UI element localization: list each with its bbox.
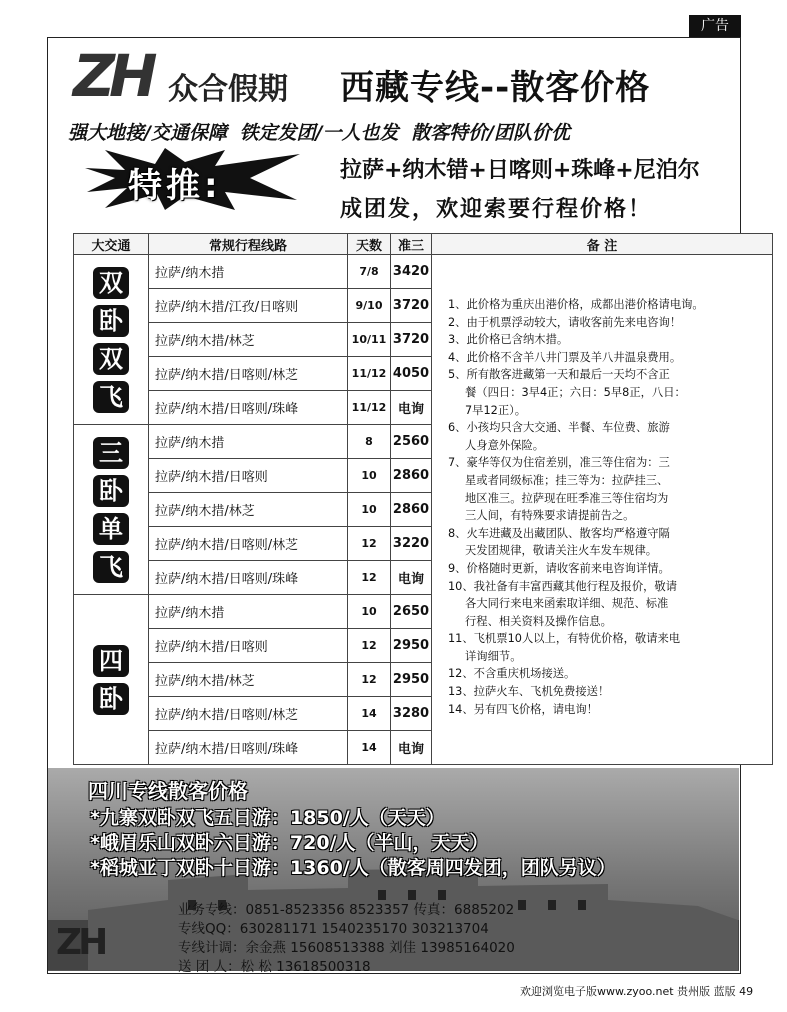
- note-line: 3、此价格已含纳木措。: [448, 333, 569, 347]
- note-line: 4、此价格不含羊八井门票及羊八井温泉费用。: [448, 350, 682, 364]
- route-cell: 拉萨/纳木措/日喀则/珠峰: [149, 391, 348, 425]
- note-line: 12、不含重庆机场接送。: [448, 667, 576, 681]
- price-cell: 4050: [391, 357, 432, 391]
- contact-delivery: 送 团 人：松 松 13618500318: [178, 959, 371, 975]
- sichuan-title: 四川专线散客价格: [88, 779, 248, 803]
- note-line: 1、此价格为重庆出港价格，成都出港价格请电询。: [448, 298, 704, 311]
- days-cell: 10: [348, 595, 391, 629]
- price-cell: 3720: [391, 323, 432, 357]
- notes-list: [448, 296, 733, 718]
- note-line: 7早12正）。: [465, 403, 527, 417]
- days-cell: 11/12: [348, 357, 391, 391]
- note-line: 2、由于机票浮动较大，请收客前先来电咨询！: [448, 315, 682, 329]
- contact-hotline: 业务专线：0851-8523356 8523357 传真：6885202: [178, 902, 515, 918]
- days-cell: 12: [348, 527, 391, 561]
- brand-logo-mark-small: ZH: [56, 922, 105, 963]
- sichuan-line: *峨眉乐山双卧六日游：720/人（半山，天天）: [90, 832, 489, 854]
- page-title: 西藏专线--散客价格: [340, 68, 651, 108]
- sichuan-line: *稻城亚丁双卧十日游：1360/人（散客周四发团，团队另议）: [90, 857, 616, 879]
- route-cell: 拉萨/纳木措/日喀则/林芝: [149, 697, 348, 731]
- days-cell: 10/11: [348, 323, 391, 357]
- route-cell: 拉萨/纳木措: [149, 425, 348, 459]
- note-line: 9、价格随时更新，请收客前来电咨询详情。: [448, 561, 670, 575]
- days-cell: 14: [348, 697, 391, 731]
- slogan: 强大地接/交通保障 铁定发团/一人也发 散客特价/团队价优: [68, 122, 571, 144]
- price-cell: 3720: [391, 289, 432, 323]
- col-header-route: 常规行程线路: [149, 234, 348, 255]
- days-cell: 11/12: [348, 391, 391, 425]
- price-cell: 2860: [391, 459, 432, 493]
- category-char: 卧: [93, 305, 129, 337]
- note-line: 人身意外保险。: [465, 438, 545, 452]
- category-char: 卧: [93, 683, 129, 715]
- note-line: 13、拉萨火车、飞机免费接送！: [448, 685, 610, 699]
- note-line: 6、小孩均只含大交通、半餐、车位费、旅游: [448, 421, 670, 435]
- note-line: 10、我社备有丰富西藏其他行程及报价，敬请: [448, 579, 678, 593]
- category-char: 飞: [93, 551, 129, 583]
- contact-planner: 专线计调：余金燕 15608513388 刘佳 13985164020: [178, 940, 515, 956]
- price-cell: 3280: [391, 697, 432, 731]
- days-cell: 9/10: [348, 289, 391, 323]
- route-cell: 拉萨/纳木措/日喀则: [149, 629, 348, 663]
- price-cell: 2950: [391, 629, 432, 663]
- note-line: 地区准三。拉萨现在旺季准三等住宿均为: [465, 491, 669, 505]
- category-char: 三: [93, 437, 129, 469]
- days-cell: 12: [348, 561, 391, 595]
- note-line: 详询细节。: [465, 649, 522, 663]
- route-cell: 拉萨/纳木措/林芝: [149, 663, 348, 697]
- brand-logo-mark: ZH: [73, 42, 152, 110]
- col-header-transport: 大交通: [74, 234, 149, 255]
- route-cell: 拉萨/纳木措/日喀则: [149, 459, 348, 493]
- note-line: 各大同行来电来函索取详细、规范、标准: [465, 597, 669, 611]
- price-cell: 3220: [391, 527, 432, 561]
- promo-note: 成团发，欢迎索要行程价格！: [340, 197, 653, 222]
- days-cell: 10: [348, 493, 391, 527]
- note-line: 14、另有四飞价格，请电询！: [448, 702, 598, 716]
- transport-category: [74, 425, 149, 595]
- note-line: 三人间，有特殊要求请提前告之。: [465, 509, 635, 523]
- days-cell: 10: [348, 459, 391, 493]
- price-cell: 2560: [391, 425, 432, 459]
- route-cell: 拉萨/纳木措/江孜/日喀则: [149, 289, 348, 323]
- note-line: 5、所有散客进藏第一天和最后一天均不含正: [448, 368, 670, 382]
- category-char: 卧: [93, 475, 129, 507]
- col-header-price: 准三: [391, 234, 432, 255]
- transport-category: [74, 595, 149, 765]
- transport-category: [74, 255, 149, 425]
- days-cell: 14: [348, 731, 391, 765]
- route-cell: 拉萨/纳木措: [149, 255, 348, 289]
- page-footer: 欢迎浏览电子版www.zyoo.net 贵州版 蓝版 49: [520, 985, 754, 998]
- price-cell: 电询: [391, 731, 432, 765]
- note-line: 7、豪华等仅为住宿差别，准三等住宿为：三: [448, 456, 670, 470]
- route-cell: 拉萨/纳木措/日喀则/珠峰: [149, 561, 348, 595]
- table-row: [74, 255, 773, 289]
- price-cell: 2860: [391, 493, 432, 527]
- promo-badge: 特推:: [128, 166, 222, 206]
- route-cell: 拉萨/纳木措/日喀则/林芝: [149, 527, 348, 561]
- note-line: 餐（四日：3早4正；六日：5早8正，八日：: [465, 385, 686, 399]
- brand-name: 众合假期: [168, 72, 288, 107]
- note-line: 天发团规律，敬请关注火车发车规律。: [465, 544, 658, 558]
- price-cell: 2950: [391, 663, 432, 697]
- note-line: 11、飞机票10人以上，有特优价格，敬请来电: [448, 632, 681, 646]
- price-cell: 电询: [391, 561, 432, 595]
- price-cell: 3420: [391, 255, 432, 289]
- days-cell: 8: [348, 425, 391, 459]
- days-cell: 12: [348, 663, 391, 697]
- route-cell: 拉萨/纳木措: [149, 595, 348, 629]
- contact-qq: 专线QQ：630281171 1540235170 303213704: [178, 921, 489, 937]
- category-char: 单: [93, 513, 129, 545]
- promo-route: 拉萨+纳木错+日喀则+珠峰+尼泊尔: [340, 158, 700, 183]
- route-cell: 拉萨/纳木措/林芝: [149, 323, 348, 357]
- category-char: 飞: [93, 381, 129, 413]
- category-char: 双: [93, 267, 129, 299]
- route-cell: 拉萨/纳木措/日喀则/林芝: [149, 357, 348, 391]
- note-line: 8、火车进藏及出藏团队、散客均严格遵守隔: [448, 526, 670, 540]
- ad-tag: 广告: [689, 15, 741, 37]
- days-cell: 7/8: [348, 255, 391, 289]
- col-header-notes: 备 注: [432, 234, 773, 255]
- days-cell: 12: [348, 629, 391, 663]
- category-char: 双: [93, 343, 129, 375]
- price-cell: 电询: [391, 391, 432, 425]
- note-line: 行程、相关资料及操作信息。: [465, 614, 612, 628]
- route-cell: 拉萨/纳木措/日喀则/珠峰: [149, 731, 348, 765]
- price-cell: 2650: [391, 595, 432, 629]
- route-cell: 拉萨/纳木措/林芝: [149, 493, 348, 527]
- col-header-days: 天数: [348, 234, 391, 255]
- note-line: 星或者同级标准；挂三等为：拉萨挂三、: [465, 473, 669, 487]
- sichuan-line: *九寨双卧双飞五日游：1850/人（天天）: [90, 807, 445, 829]
- category-char: 四: [93, 645, 129, 677]
